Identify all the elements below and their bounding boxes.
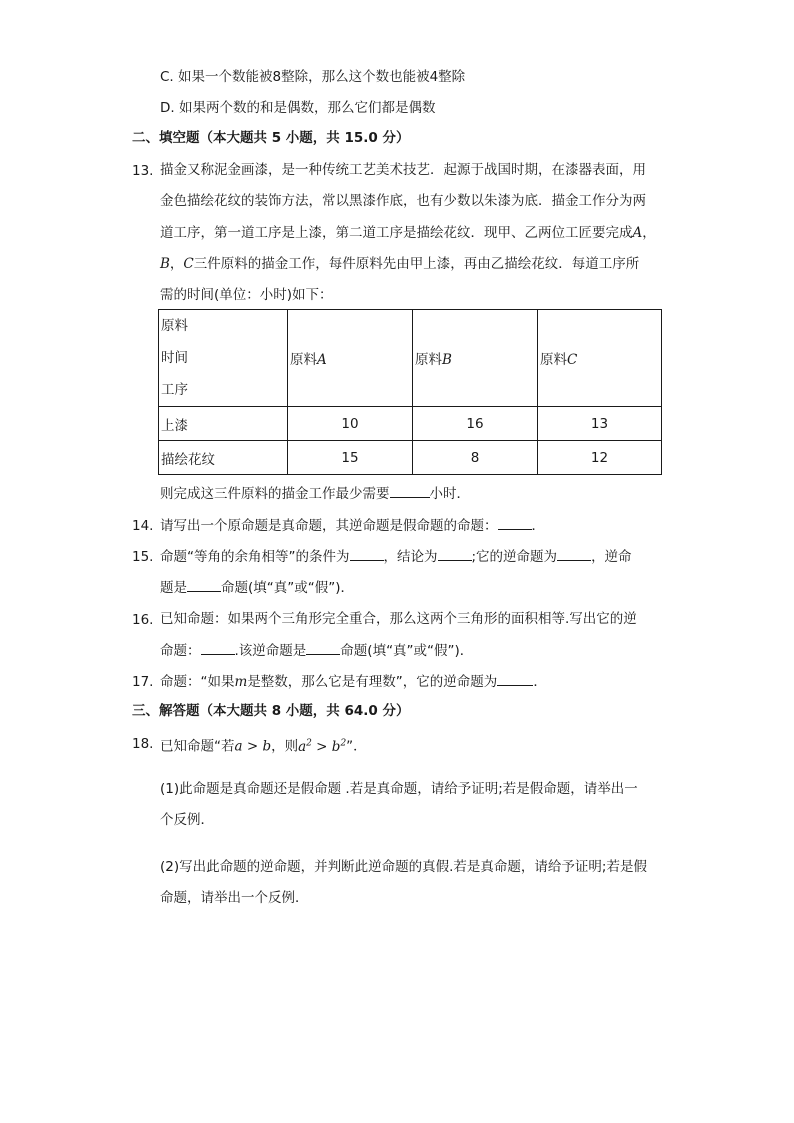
q13-var-b: B xyxy=(160,256,170,272)
q18-part1-line-2: 个反例． xyxy=(160,812,214,828)
answer-blank[interactable] xyxy=(438,546,472,561)
q13-sep-1: ， xyxy=(642,225,656,241)
q17-line: 命题：“如果m是整数，那么它是有理数”，它的逆命题为 ． xyxy=(160,671,547,692)
column-header-material-c: 原料C xyxy=(538,310,662,407)
section-heading-solutions: 三、解答题（本大题共 8 小题，共 64.0 分） xyxy=(132,703,410,719)
table-cell: 16 xyxy=(413,407,538,441)
q17-var-m: m xyxy=(234,674,248,690)
q15-line-2: 题是 命题(填“真”或“假”)． xyxy=(160,577,354,598)
question-number-15: 15. xyxy=(132,549,154,565)
corner-label-process: 工序 xyxy=(161,382,188,398)
row-label-lacquer: 上漆 xyxy=(159,407,288,441)
table-cell: 15 xyxy=(288,441,413,475)
answer-blank[interactable] xyxy=(557,546,591,561)
table-row xyxy=(159,407,662,441)
q16-line-1: 已知命题：如果两个三角形完全重合，那么这两个三角形的面积相等.写出它的逆 xyxy=(160,611,637,627)
question-number-18: 18. xyxy=(132,736,154,752)
q16-line-2: 命题： .该逆命题是 命题(填“真”或“假”)． xyxy=(160,640,473,661)
answer-blank[interactable] xyxy=(306,640,340,655)
column-header-material-b: 原料B xyxy=(413,310,538,407)
column-header-material-a: 原料A xyxy=(288,310,413,407)
q14-line xyxy=(160,515,545,536)
table-cell: 13 xyxy=(538,407,662,441)
answer-blank[interactable] xyxy=(201,640,235,655)
question-number-17: 17. xyxy=(132,674,154,690)
section-heading-fill-blank: 二、填空题（本大题共 5 小题，共 15.0 分） xyxy=(132,130,410,146)
q13-answer-line xyxy=(160,483,470,504)
q13-answer-suffix: 小时． xyxy=(429,486,470,502)
q13-var-c: C xyxy=(183,256,194,272)
q13-line-4-text: 三件原料的描金工作，每件原料先由甲上漆，再由乙描绘花纹．每道工序所 xyxy=(193,256,640,272)
q13-line-3-text: 道工序，第一道工序是上漆，第二道工序是描绘花纹．现甲、乙两位工匠要完成 xyxy=(160,225,633,241)
question-number-16: 16. xyxy=(132,612,154,628)
table-cell: 8 xyxy=(413,441,538,475)
q14-text: 请写出一个原命题是真命题，其逆命题是假命题的命题： xyxy=(160,518,498,534)
answer-blank[interactable] xyxy=(497,671,533,686)
q13-line-4 xyxy=(160,254,639,274)
q13-line-5: 需的时间(单位：小时)如下： xyxy=(160,287,333,303)
q13-line-3 xyxy=(160,223,656,243)
row-label-painting: 描绘花纹 xyxy=(159,441,288,475)
table-row xyxy=(159,441,662,475)
q18-part2-line-2: 命题，请举出一个反例． xyxy=(160,890,309,906)
option-c: C. 如果一个数能被8整除，那么这个数也能被4整除 xyxy=(160,69,466,85)
answer-blank[interactable] xyxy=(498,515,532,530)
q13-line-2: 金色描绘花纹的装饰方法，常以黑漆作底，也有少数以朱漆为底．描金工作分为两 xyxy=(160,193,646,209)
corner-label-time: 时间 xyxy=(161,350,188,366)
q18-math-conclusion: $a^2 > b^2$ xyxy=(298,738,347,755)
q15-line-1: 命题“等角的余角相等”的条件为 ，结论为 ;它的逆命题为 ，逆命 xyxy=(160,546,632,567)
option-d: D. 如果两个数的和是偶数，那么它们都是偶数 xyxy=(160,100,436,116)
q13-answer-prefix: 则完成这三件原料的描金工作最少需要 xyxy=(160,486,390,502)
q13-var-a: A xyxy=(632,225,643,241)
q14-end: ． xyxy=(531,518,545,534)
answer-blank[interactable] xyxy=(187,577,221,592)
corner-label-material: 原料 xyxy=(161,318,188,334)
q13-time-table xyxy=(158,309,662,475)
q13-line-1: 描金又称泥金画漆，是一种传统工艺美术技艺．起源于战国时期，在漆器表面，用 xyxy=(160,162,646,178)
table-corner-header xyxy=(159,310,288,407)
table-header-row xyxy=(159,310,662,407)
q18-statement: 已知命题“若a > b，则$a^2 > b^2$”． xyxy=(160,738,367,755)
question-number-13: 13. xyxy=(132,163,154,179)
q18-part2-line-1: (2)写出此命题的逆命题，并判断此逆命题的真假.若是真命题，请给予证明;若是假 xyxy=(160,859,647,875)
question-number-14: 14. xyxy=(132,518,154,534)
q18-math-condition: a > b xyxy=(234,738,272,755)
q13-sep-2: ， xyxy=(169,256,184,272)
q18-part1-line-1: (1)此命题是真命题还是假命题 .若是真命题，请给予证明;若是假命题，请举出一 xyxy=(160,781,638,797)
table-cell: 12 xyxy=(538,441,662,475)
answer-blank[interactable] xyxy=(350,546,384,561)
table-cell: 10 xyxy=(288,407,413,441)
answer-blank[interactable] xyxy=(390,483,430,498)
